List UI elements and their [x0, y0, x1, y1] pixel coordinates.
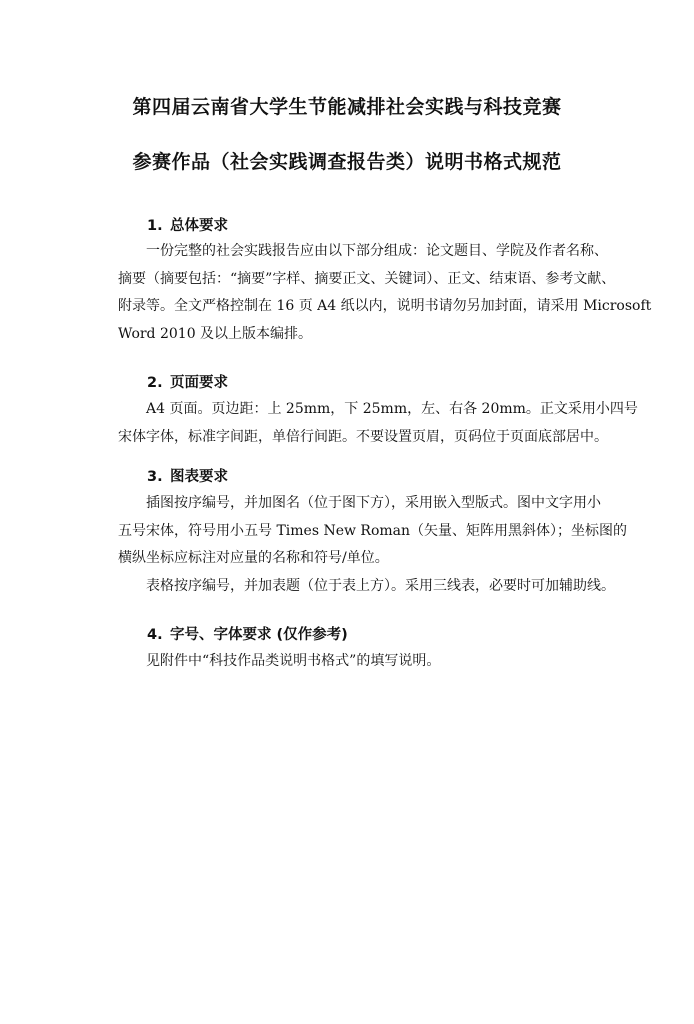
section-heading-figures — [147, 465, 228, 486]
paragraph-line: 插图按序编号，并加图名（位于图下方），采用嵌入型版式。图中文字用小 — [146, 495, 601, 511]
paragraph-line: 一份完整的社会实践报告应由以下部分组成：论文题目、学院及作者名称、 — [146, 243, 608, 259]
paragraph-line: 五号宋体，符号用小五号 Times New Roman（矢量、矩阵用黑斜体）；坐标图的 — [118, 522, 628, 539]
section-number: 4. — [147, 627, 163, 643]
paragraph-line: 附录等。全文严格控制在 16 页 A4 纸以内，说明书请勿另加封面，请采用 Microsoft — [118, 298, 652, 314]
section-number: 1. — [147, 218, 163, 234]
section-heading-fonts — [147, 623, 348, 644]
section-body-general — [118, 238, 658, 348]
paragraph-line: A4 页面。页边距：上 25mm，下 25mm，左、右各 20mm。正文采用小四号 — [146, 401, 638, 417]
document-title-line-1: 第四届云南省大学生节能减排社会实践与科技竞赛 — [132, 96, 562, 118]
section-body-figures — [118, 490, 658, 600]
document-title-line-2: 参赛作品（社会实践调查报告类）说明书格式规范 — [132, 151, 562, 173]
paragraph-line: 见附件中“科技作品类说明书格式”的填写说明。 — [146, 653, 441, 669]
section-title: 字号、字体要求 (仅作参考) — [170, 627, 348, 643]
paragraph-line: 摘要（摘要包括：“摘要”字样、摘要正文、关键词）、正文、结束语、参考文献、 — [118, 270, 616, 287]
section-body-fonts — [118, 648, 658, 676]
section-body-page — [118, 396, 658, 451]
section-number: 2. — [147, 375, 163, 391]
paragraph-line: 表格按序编号，并加表题（位于表上方）。采用三线表，必要时可加辅助线。 — [146, 577, 615, 594]
paragraph-line: 宋体字体，标准字间距，单倍行间距。不要设置页眉，页码位于页面底部居中。 — [118, 428, 608, 445]
section-title: 页面要求 — [170, 375, 228, 391]
section-number: 3. — [147, 469, 163, 485]
section-heading-page — [147, 371, 228, 392]
paragraph-line: Word 2010 及以上版本编排。 — [118, 325, 313, 342]
paragraph-line: 横纵坐标应标注对应量的名称和符号/单位。 — [118, 550, 389, 566]
section-title: 总体要求 — [170, 218, 228, 234]
section-title: 图表要求 — [170, 469, 228, 485]
section-heading-general — [147, 214, 228, 235]
